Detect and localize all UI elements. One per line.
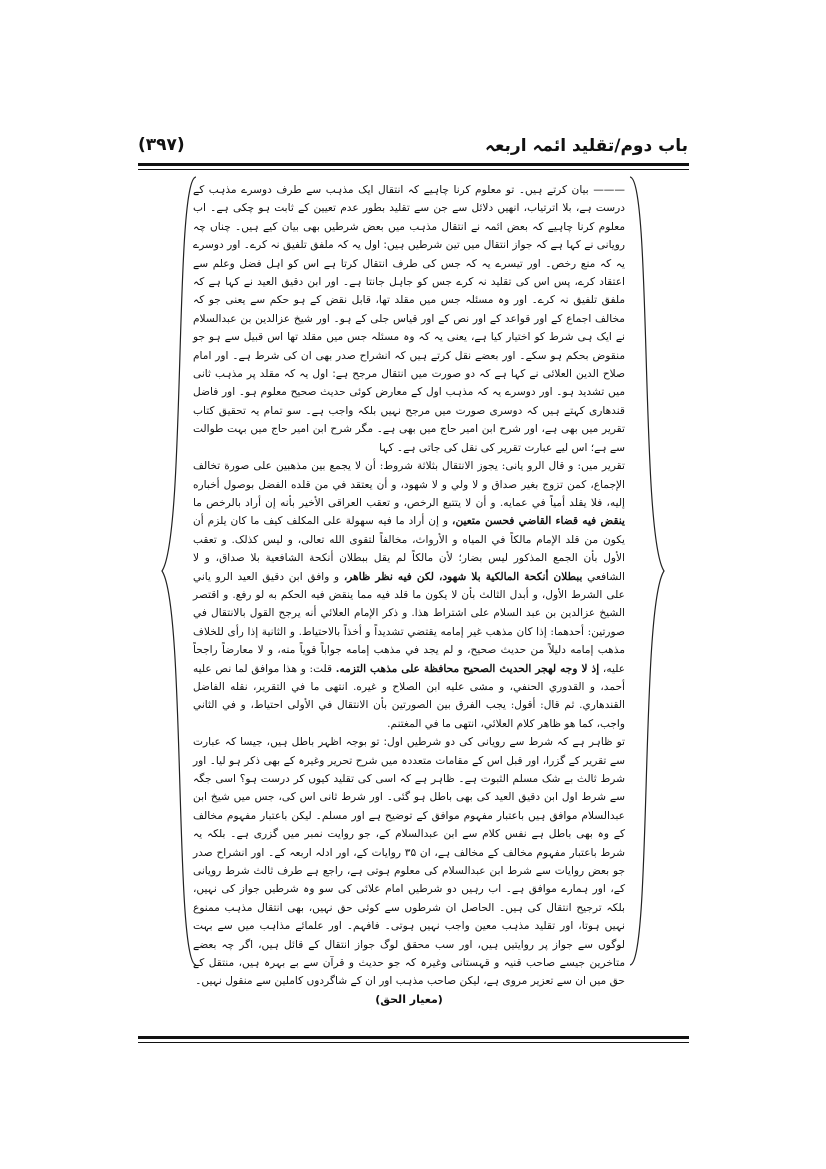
arabic-quote-bold-part: إذ لا وجه لهجر الحدیث الصحیح محافظة علی مذهب التزمه. xyxy=(335,662,600,675)
footer-rule-thick xyxy=(138,1036,689,1039)
page-header xyxy=(138,133,688,163)
chapter-title: باب دوم/تقلید ائمہ اربعہ xyxy=(484,136,688,156)
page-number: (۳۹۷) xyxy=(138,135,185,155)
urdu-paragraph-conclusion: تو ظاہر ہے کہ شرط سے رویانی کی دو شرطیں اول: تو بوجہ اظہر باطل ہیں، جیسا کہ عبارت سے تقریر کے گزرا، اور قبل اس کے مقامات متعددہ میں شرح تحریر وغیرہ کے بھی ذکر ہو لیا۔ اور شرط ثالث بے شک مسلم الثبوت ہے۔ ظاہر ہے کہ اسی کی تقلید کیوں کر درست ہو؟ اسی جگہ سے شرط اول ابن دقیق العید کی بھی باطل ہو گئی۔ اور شرط ثانی اس کی، جس میں شیخ ابن عبدالسلام موافق ہیں باعتبار مفہوم موافق کے توضیح ہے اور مسلم۔ لیکن باعتبار مفہوم مخالف کے وہ بھی باطل ہے نفس کلام سے ابن عبدالسلام کے، جو روایت نمبر میں گزری ہے۔ بلکہ یہ شرط باعتبار مفہوم مخالف کے مخالف ہے، ان ۳۵ روایات کے، اور ادلہ اربعہ کے۔ اور انشراح صدر جو بعض روایات سے شرط ابن عبدالسلام کی معلوم ہوتی ہے، راجع ہے طرف ثالث شرط رویانی کے، اور ہمارے موافق ہے۔ اب رہیں دو شرطیں امام علائی کی سو وہ شرطیں جواز کی نہیں، بلکہ ترجیح انتقال کی ہیں۔ الحاصل ان شرطوں سے کوئی حق نہیں، بھی انتقال مذہب ممنوع نہیں ہوتا، اور تقلید مذہب معین واجب نہیں ہوتی۔ فافہم۔ اور علمائے مذاہب میں سے بہت لوگوں سے جواز پر روایتیں ہیں، اور سب محقق لوگ جواز انتقال کے قائل ہیں، اگر چہ بعضے متاخرین جیسے صاحب قنیہ و قہستانی وغیرہ کہ جو حدیث و قرآن سے بے بہرہ ہیں، منتقل کے حق میں ان سے تعزیر مروی ہے، لیکن صاحب مذہب اور ان کے شاگردوں کاملین سے منقول نہیں۔ xyxy=(193,736,625,988)
left-brace-decoration xyxy=(158,175,198,967)
arabic-quote-part: و وافق ابن دقیق العید الرو یاني علی الشرط الأول، و أبدل الثالث بأن لا یکون ما قلد فیه مما ینقض فیه الحکم به لو رفع. و اقتصر الشیخ عزالدین بن عبد السلام علی اشتراط هذا. و ذکر الإمام العلائي أنه یرجح القول بالانتقال في صورتین: أحدهما: إذا کان مذهب غیر إمامه یقتضي تشدیداً و أخذاً بالاحتیاط. و الثانیة إذا رأی للخلاف مذهب إمامه دلیلاً من حدیث صحیح، و لم یجد في مذهب إمامه جواباً قویاً منه، و لا معارضاً راجحاً علیه، xyxy=(193,570,626,675)
header-rule-thin xyxy=(138,169,689,170)
arabic-quote-bold-part: ببطلان أنکحة المالکیة بلا شهود، لکن فیه نظر ظاهر، xyxy=(343,570,583,583)
arabic-quotation xyxy=(193,457,625,733)
right-brace-decoration xyxy=(628,175,668,967)
arabic-quote-part: و إن أراد ما فیه سهولة علی المکلف کیف ما کان یلزم أن یکون من قلد الإمام مالکاً في المیاه و الأرواث، مخالفاً لتقوی الله تعالی، و لیس کذلک. و تعقب الأول بأن الجمع المذکور لیس بضار؛ لأن مالکاً لم یقل ببطلان أنکحة الشافعیة بلا صداق، و لا الشافعي xyxy=(193,515,625,583)
footer-rule-thin xyxy=(138,1042,689,1043)
arabic-quote-part: تقریر میں: و قال الرو یانی: یجوز الانتقال بثلاثة شروط: أن لا یجمع بین مذهبین علی صورة تخالف الإجماع، کمن تزوج بغیر صداق و لا ولي و لا شهود، و أن یعتقد في من قلده الفضل بوصول أخباره إلیه، فلا یقلد أمیاً في عمایه. و أن لا یتتبع الرخص، و تعقب العراقی الأخیر بأنه إن أراد بالرخص ما xyxy=(193,460,625,509)
arabic-quote-part: قلت: و هذا موافق لما نص علیه أحمد، و القدوري الحنفي، و مشی علیه ابن الصلاح و غیره. انتهی ما في التقریر، نقله الفاضل القندهاري. ثم قال: أقول: یجب الفرق بین الصورتین بأن الانتقال في الأولی احتیاط، و في الثاني واجب، کما هو ظاهر کلام العلائي، انتهی ما في المغتنم. xyxy=(193,662,625,730)
source-citation: (معیار الحق) xyxy=(375,992,443,1006)
arabic-quote-bold-part: ینقض فیه قضاء القاضي فحسن متعین، xyxy=(452,515,625,528)
urdu-paragraph-intro: ——— بیان کرتے ہیں۔ تو معلوم کرنا چاہیے کہ انتقال ایک مذہب سے طرف دوسرے مذہب کے درست ہے، بلا اترتیاب، انھیں دلائل سے جن سے تقلید بطور عدم تعیین کے ثابت ہو چکی ہے۔ اب معلوم کرنا چاہیے کہ بعض ائمہ نے انتقال مذہب میں بعض شرطیں بھی بیان کیے ہیں۔ چناں چہ رویانی نے کہا ہے کہ جواز انتقال میں تین شرطیں ہیں: اول یہ کہ ملفق تلفیق نہ کرے۔ اور دوسرے یہ کہ منع رخص۔ اور تیسرے یہ کہ جس کی طرف انتقال کرتا ہے اس کو اہل فضل وعلم سے اعتقاد کرے، پس اس کی تقلید نہ کرے جس کو جاہل جانتا ہے۔ اور ابن دقیق العید نے کہا ہے کہ ملفق تلفیق نہ کرے۔ اور وہ مسئلہ جس میں مقلد تھا، قابل نقض کے ہو حکم سے یعنی جو کہ مخالف اجماع کے اور قواعد کے اور نص کے اور قیاس جلی کے ہو۔ اور شیخ عزالدین بن عبدالسلام نے ایک ہی شرط کو اختیار کیا ہے، یعنی یہ کہ وہ مسئلہ جس میں مقلد تھا اس قبیل سے ہو جو منقوض بحکم ہو سکے۔ اور بعضے نقل کرتے ہیں کہ انشراح صدر بھی ان کی شرط ہے۔ اور امام صلاح الدین العلائی نے کہا ہے کہ دو صورت میں انتقال مرجح ہے: اول یہ کہ مقلد پر مذہب ثانی میں تشدید ہو۔ اور دوسرے یہ کہ مذہب اول کے معارض کوئی حدیث صحیح معلوم ہو۔ اور فاضل قندھاری کہتے ہیں کہ دوسری صورت میں مرجح نہیں بلکہ واجب ہے۔ سو تمام یہ تحقیق کتاب تقریر میں بھی ہے، اور شرح ابن امیر حاج میں بھی ہے۔ مگر شرح ابن امیر حاج میں بہت طوالت سے ہے؛ اس لیے عبارت تقریر کی نقل کی جاتی ہے۔ کہا xyxy=(193,184,625,454)
main-text-block xyxy=(193,181,626,1006)
header-rule-thick xyxy=(138,163,689,166)
